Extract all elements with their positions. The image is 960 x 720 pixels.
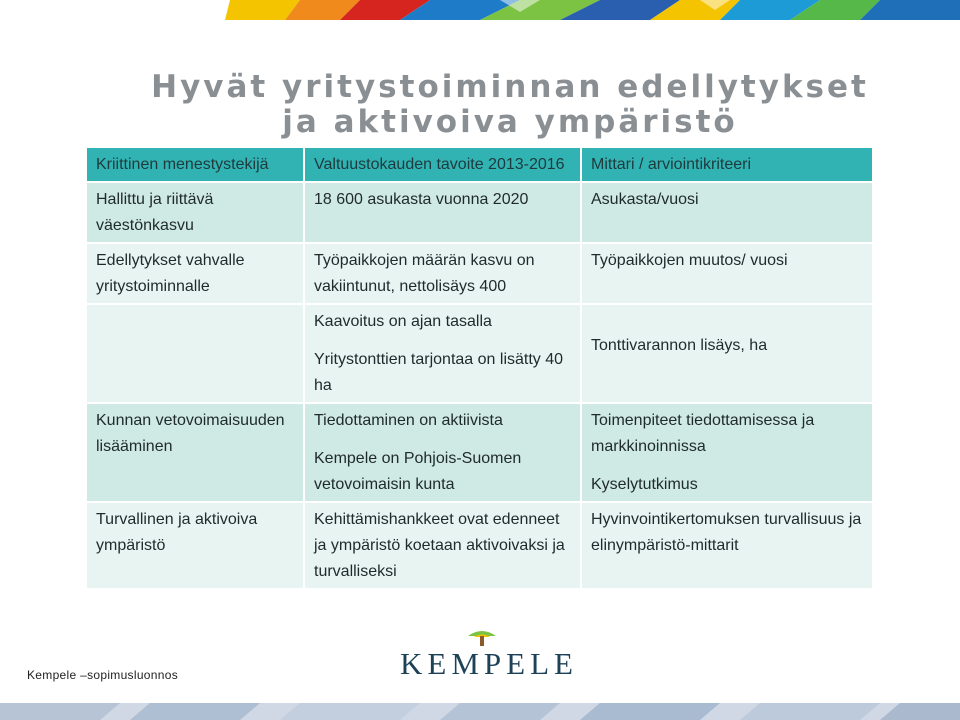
goal-item: Yritystonttien tarjontaa on lisätty 40 ha (314, 351, 564, 394)
table-row (87, 181, 872, 242)
page-title (140, 70, 880, 140)
cell-metric: Asukasta/vuosi (582, 181, 872, 242)
footer-text: Kempele –sopimusluonnos (27, 668, 178, 682)
cell-factor: Edellytykset vahvalle yritystoiminnalle (87, 242, 305, 303)
decorative-bottom-band (0, 703, 960, 720)
cell-metric: Työpaikkojen muutos/ vuosi (582, 242, 872, 303)
header-metric: Mittari / arviointikriteeri (582, 148, 872, 181)
goal-item: Tiedottaminen on aktiivista (314, 412, 503, 429)
metric-item: Toimenpiteet tiedottamisessa ja markkinoinnissa (591, 412, 815, 455)
goals-table (87, 148, 872, 588)
table-row (87, 402, 872, 501)
cell-factor: Hallittu ja riittävä väestönkasvu (87, 181, 305, 242)
cell-goal: Kehittämishankkeet ovat edenneet ja ympäristö koetaan aktivoivaksi ja turvalliseksi (305, 501, 582, 588)
kempele-logo (400, 628, 578, 688)
goal-item: Kaavoitus on ajan tasalla (314, 313, 492, 330)
title-line-2: ja aktivoiva ympäristö (282, 104, 738, 140)
metric-item: Kyselytutkimus (591, 476, 698, 493)
header-critical-factor: Kriittinen menestystekijä (87, 148, 305, 181)
tree-logo-icon (458, 628, 506, 646)
table-header-row (87, 148, 872, 181)
table-row (87, 303, 872, 402)
cell-factor: Turvallinen ja aktivoiva ympäristö (87, 501, 305, 588)
title-line-1: Hyvät yritystoiminnan edellytykset (151, 69, 869, 105)
decorative-top-band (0, 0, 960, 20)
cell-factor (87, 303, 305, 402)
header-council-goal: Valtuustokauden tavoite 2013-2016 (305, 148, 582, 181)
cell-metric (582, 402, 872, 501)
logo-text: KEMPELE (400, 646, 578, 681)
goal-item: Kempele on Pohjois-Suomen vetovoimaisin kunta (314, 450, 522, 493)
cell-goal: 18 600 asukasta vuonna 2020 (305, 181, 582, 242)
table-row (87, 501, 872, 588)
cell-metric: Hyvinvointikertomuksen turvallisuus ja elinympäristö-mittarit (582, 501, 872, 588)
cell-goal: Työpaikkojen määrän kasvu on vakiintunut, nettolisäys 400 (305, 242, 582, 303)
metric-item: Tonttivarannon lisäys, ha (591, 336, 768, 354)
cell-metric (582, 303, 872, 402)
table-row (87, 242, 872, 303)
cell-goal (305, 303, 582, 402)
cell-factor: Kunnan vetovoimaisuuden lisääminen (87, 402, 305, 501)
cell-goal (305, 402, 582, 501)
